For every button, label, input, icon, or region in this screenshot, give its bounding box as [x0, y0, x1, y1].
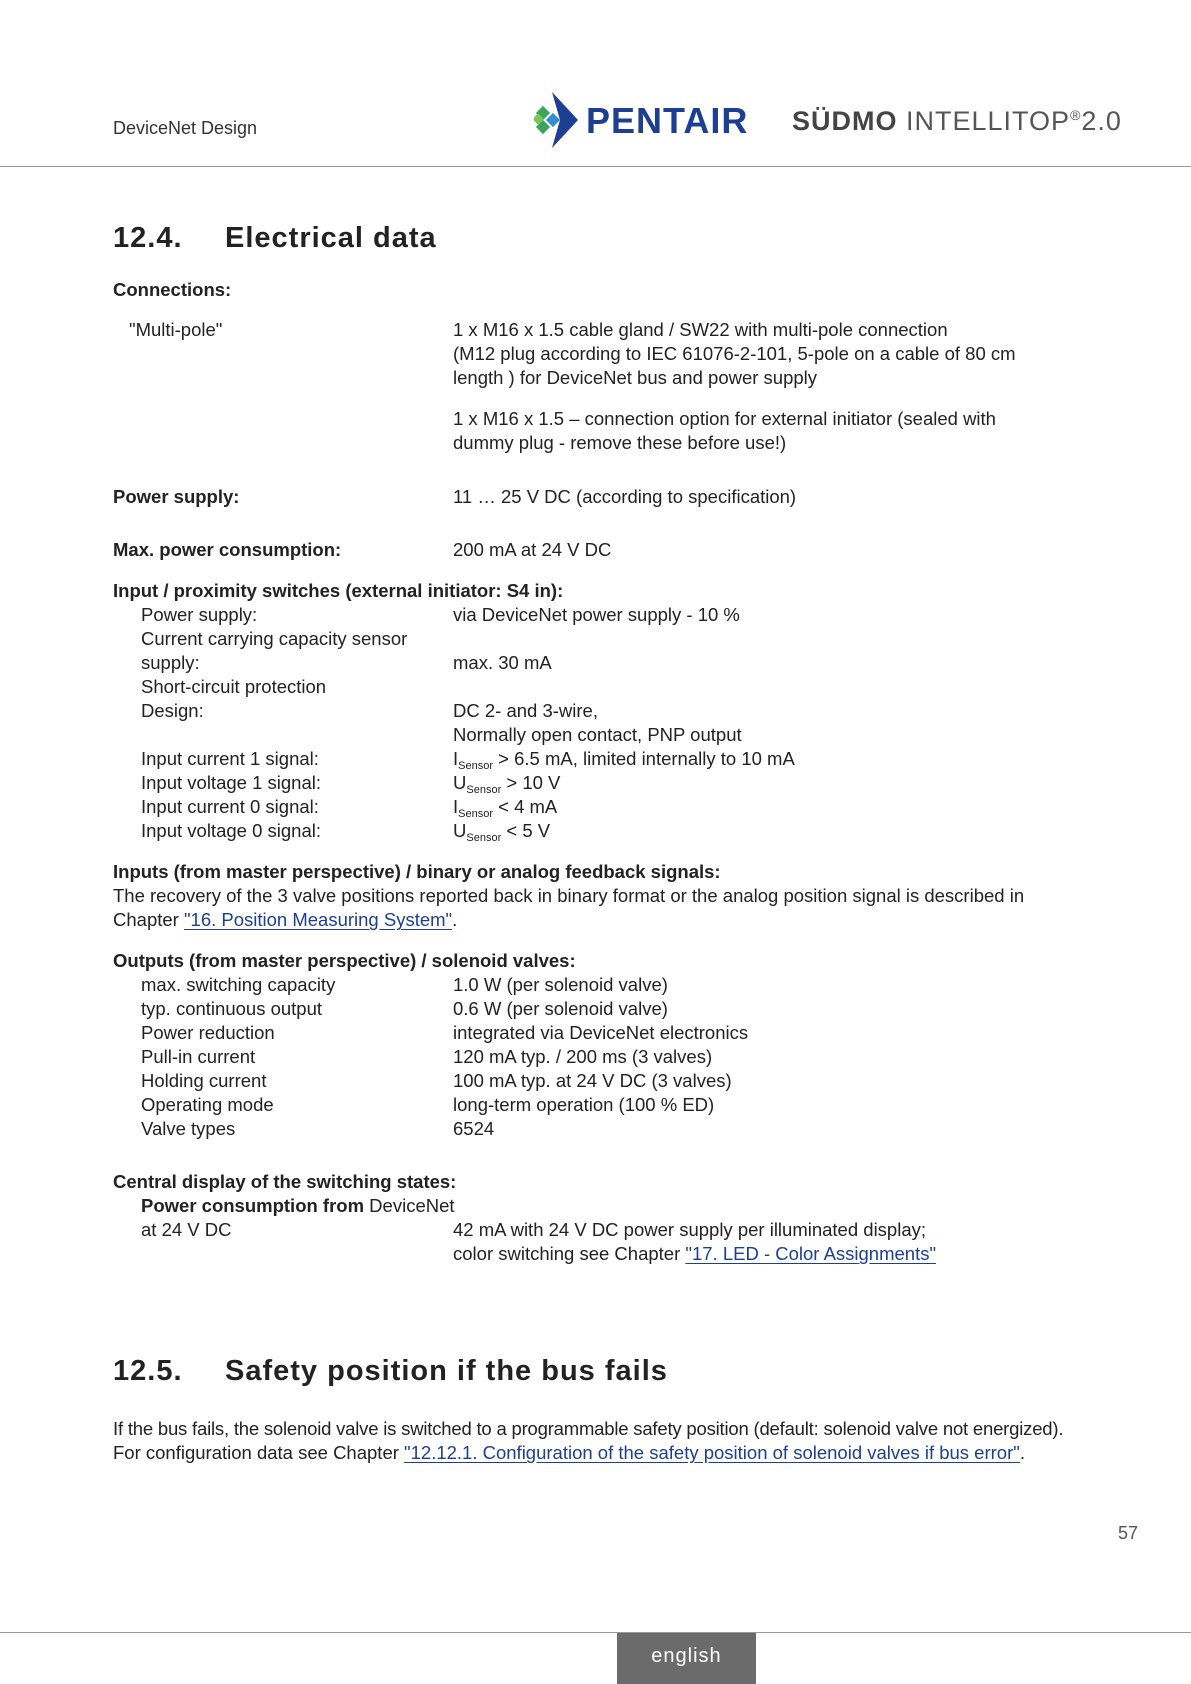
outputs-row-label: Valve types	[141, 1118, 236, 1139]
input-cc-label-cont: supply:	[141, 652, 200, 673]
outputs-row-label: Operating mode	[141, 1094, 274, 1115]
safety-line1: If the bus fails, the solenoid valve is switched to a programmable safety position (default: solenoid valve not energized).	[113, 1418, 1064, 1439]
outputs-row-value: long-term operation (100 % ED)	[453, 1094, 715, 1115]
max-power-label: Max. power consumption:	[113, 539, 342, 560]
outputs-row-value: 120 mA typ. / 200 ms (3 valves)	[453, 1046, 713, 1067]
central-label2: at 24 V DC	[141, 1219, 232, 1240]
value-text: > 10 V	[501, 772, 561, 793]
symbol-subscript: Sensor	[466, 784, 502, 796]
outputs-row-label: Holding current	[141, 1070, 267, 1091]
power-supply-label: Power supply:	[113, 486, 240, 507]
chapter-17-link[interactable]: "17. LED - Color Assignments"	[685, 1243, 937, 1264]
value-text: < 4 mA	[493, 796, 558, 817]
input-design-value1: DC 2- and 3-wire,	[453, 700, 598, 721]
symbol: I	[453, 796, 459, 817]
central-sub-label	[141, 1194, 455, 1218]
line-suffix: .	[452, 909, 458, 930]
connections-label: Connections:	[113, 279, 232, 300]
symbol: U	[453, 820, 467, 841]
input-cc-value: max. 30 mA	[453, 652, 552, 673]
symbol: U	[453, 772, 467, 793]
outputs-row-label: Power reduction	[141, 1022, 275, 1043]
symbol-subscript: Sensor	[458, 808, 493, 820]
header-divider	[0, 166, 1191, 167]
inputs-master-heading: Inputs (from master perspective) / binary or analog feedback signals:	[113, 861, 721, 882]
input-current-0-label: Input current 0 signal:	[141, 796, 319, 817]
line-prefix: color switching see Chapter	[453, 1243, 686, 1264]
outputs-row-value: 0.6 W (per solenoid valve)	[453, 998, 668, 1019]
logo-text: PENTAIR	[586, 100, 749, 141]
input-design-value2: Normally open contact, PNP output	[453, 724, 742, 745]
input-current-1-label: Input current 1 signal:	[141, 748, 319, 769]
multipole-line2: (M12 plug according to IEC 61076-2-101, 5-pole on a cable of 80 cm	[453, 343, 1016, 364]
input-voltage-0-value	[453, 819, 550, 850]
footer-divider	[0, 1632, 1191, 1633]
input-ps-value: via DeviceNet power supply - 10 %	[453, 604, 740, 625]
multipole-line4: 1 x M16 x 1.5 – connection option for external initiator (sealed with	[453, 408, 996, 429]
brand-registered: ®	[1070, 107, 1082, 123]
value-text: > 6.5 mA, limited internally to 10 mA	[493, 748, 795, 769]
value-text: < 5 V	[501, 820, 551, 841]
inputs-master-line1: The recovery of the 3 valve positions reported back in binary format or the analog position signal is described in	[113, 885, 1025, 906]
section-heading-12-4	[113, 222, 437, 255]
input-voltage-0-label: Input voltage 0 signal:	[141, 820, 321, 841]
outputs-row-label: typ. continuous output	[141, 998, 323, 1019]
outputs-row-value: 6524	[453, 1118, 495, 1139]
product-brand	[792, 106, 1122, 137]
section-title: Safety position if the bus fails	[225, 1355, 668, 1387]
header-section-title: DeviceNet Design	[113, 118, 258, 138]
outputs-row-value: 1.0 W (per solenoid valve)	[453, 974, 668, 995]
input-ps-label: Power supply:	[141, 604, 258, 625]
input-sc-label: Short-circuit protection	[141, 676, 327, 697]
section-number: 12.4.	[113, 222, 183, 254]
line-prefix: For configuration data see Chapter	[113, 1442, 405, 1463]
brand-version: 2.0	[1081, 106, 1122, 136]
page-number: 57	[1118, 1523, 1139, 1543]
power-supply-value: 11 … 25 V DC (according to specification)	[453, 486, 797, 507]
multipole-line5: dummy plug - remove these before use!)	[453, 432, 787, 453]
central-heading: Central display of the switching states:	[113, 1171, 457, 1192]
multipole-line3: length ) for DeviceNet bus and power supply	[453, 367, 818, 388]
max-power-value: 200 mA at 24 V DC	[453, 539, 612, 560]
brand-name: INTELLITOP	[897, 106, 1071, 136]
pentair-logo-icon	[534, 92, 578, 153]
central-value2	[453, 1242, 936, 1266]
language-tab: english	[617, 1633, 756, 1684]
outputs-row-value: 100 mA typ. at 24 V DC (3 valves)	[453, 1070, 732, 1091]
symbol-subscript: Sensor	[458, 760, 493, 772]
section-heading-12-5	[113, 1355, 668, 1388]
outputs-heading: Outputs (from master perspective) / solenoid valves:	[113, 950, 576, 971]
input-heading: Input / proximity switches (external initiator: S4 in):	[113, 580, 564, 601]
central-sub-rest: DeviceNet	[364, 1195, 455, 1216]
symbol: I	[453, 748, 459, 769]
line-prefix: Chapter	[113, 909, 184, 930]
central-sub-bold: Power consumption from	[141, 1195, 365, 1216]
section-title: Electrical data	[225, 222, 437, 254]
input-cc-label: Current carrying capacity sensor	[141, 628, 408, 649]
input-voltage-1-label: Input voltage 1 signal:	[141, 772, 321, 793]
section-number: 12.5.	[113, 1355, 183, 1387]
input-design-label: Design:	[141, 700, 204, 721]
symbol-subscript: Sensor	[466, 832, 502, 844]
safety-line2	[113, 1441, 1025, 1465]
brand-bold: SÜDMO	[792, 106, 898, 136]
chapter-12-12-1-link[interactable]: "12.12.1. Configuration of the safety position of solenoid valves if bus error"	[404, 1442, 1020, 1463]
central-value1: 42 mA with 24 V DC power supply per illuminated display;	[453, 1219, 927, 1240]
multipole-label: "Multi-pole"	[129, 319, 223, 340]
outputs-row-value: integrated via DeviceNet electronics	[453, 1022, 749, 1043]
inputs-master-line2	[113, 908, 457, 932]
line-suffix: .	[1019, 1442, 1025, 1463]
outputs-row-label: Pull-in current	[141, 1046, 256, 1067]
chapter-16-link[interactable]: "16. Position Measuring System"	[183, 909, 453, 930]
multipole-line1: 1 x M16 x 1.5 cable gland / SW22 with multi-pole connection	[453, 319, 948, 340]
outputs-row-label: max. switching capacity	[141, 974, 336, 995]
